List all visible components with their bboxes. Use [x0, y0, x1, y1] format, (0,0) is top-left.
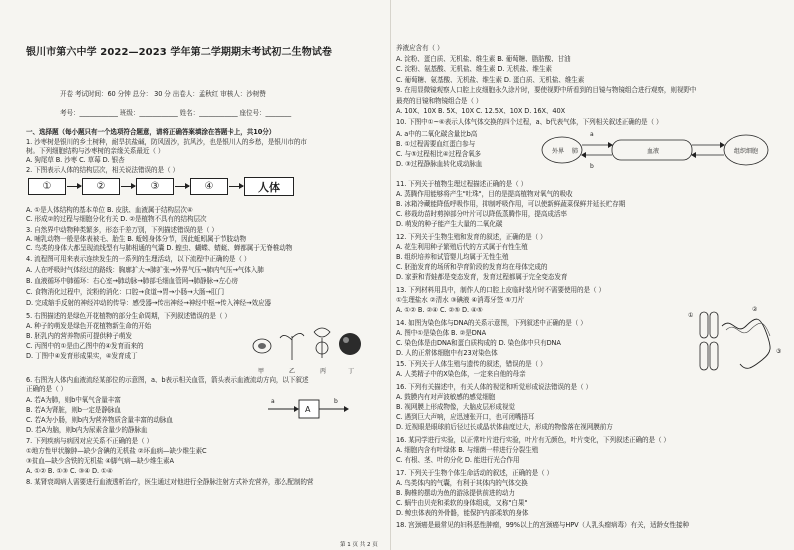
q-line: 16. 某同学进行实验，以正常叶片进行实验，叶片有无颜色，叶片变化，下列叙述正确的是（ ）	[396, 436, 670, 444]
flower-shape	[314, 328, 330, 358]
chromosome-arm	[700, 312, 708, 338]
q-line: B. 胸椎的摆动为鱼的游泳提供前进的动力	[396, 489, 515, 497]
q4-line: D. 完成缩手反射的神经冲动的传导：感受器→传出神经→神经中枢→传入神经→效应器	[26, 299, 271, 307]
q-line: A. ①② B. ②④ C. ②⑤ D. ④⑤	[396, 306, 483, 314]
vessel-a-label: a	[271, 398, 275, 405]
q-line: C. 遇到巨大声响，应迅速张开口，也可闭嘴捂耳	[396, 413, 535, 421]
student-info-line: 考号：____________ 班级：____________ 姓名：____________ 座位号：________	[60, 109, 292, 117]
q-line: A. a中的二氧化碳含量比b高	[396, 130, 478, 138]
chromosome-label: ②	[752, 306, 758, 313]
q-line: D. 近视眼是眼球前后径过长或晶状体曲度过大，形成的物像落在视网膜前方	[396, 423, 613, 431]
q-line: C. 移栽幼苗时剪掉部分叶片可以降低蒸腾作用，提高成活率	[396, 210, 567, 218]
q3-line: 3. 自然界中动物种类繁多，形态千差万别，下列描述错误的是（ ）	[26, 226, 218, 234]
embryo-shape	[258, 343, 266, 349]
q-line: 12. 下列关于生物生殖和发育的叙述，正确的是（ ）	[396, 233, 547, 241]
chromosome-arm	[710, 342, 718, 370]
hierarchy-box: ①	[28, 178, 66, 195]
q-line: D. 家蚕和青蛙都是变态发育，发育过程都属于完全变态发育	[396, 273, 568, 281]
page-footer: 第 1 页 共 2 页	[340, 542, 378, 548]
q-line: A. 花生利用种子繁殖后代的方式属于有性生殖	[396, 243, 528, 251]
arrow-icon	[121, 186, 135, 187]
q5-line: D. 丁图中④发育形成果实，④发育成丁	[26, 352, 138, 360]
arrow-icon	[229, 186, 243, 187]
q4-line: C. 食物消化过程中，淀粉的消化：口腔→食道→胃→小肠→大肠→肛门	[26, 288, 224, 296]
figure-label: 丁	[348, 368, 355, 375]
chromosome-dna-figure	[692, 306, 782, 376]
q2-stem: 2. 下图表示人体的结构层次，相关说法错误的是（ ）	[26, 166, 179, 174]
q-line: A. 图中①是染色体 B. ②是DNA	[396, 329, 486, 337]
q2-options: C. 形成②的过程与细胞分化有关 D. ②是植物不具有的结构层次	[26, 215, 207, 223]
q4-line: A. 人在呼吸时气体经过的路线：胸廓扩大→肺扩张→外界气压→肺内气压→气体入肺	[26, 266, 264, 274]
q-line: B. ①过程需要血红蛋白参与	[396, 140, 476, 148]
q2-hierarchy-figure	[28, 177, 294, 196]
figure-label: 甲	[258, 368, 265, 375]
q1-line: 树。下列细胞结构与沙枣树的亲缘关系最近（ ）	[26, 147, 165, 155]
section-heading: 一、选择题（每小题只有一个选项符合题意，请将正确答案填涂在答题卡上，共10分）	[26, 128, 276, 136]
q8-line: 8. 某肾衰竭病人需要进行血液透析治疗，医生通过对他进行全静脉注射方式补充营养，那么配制的营	[26, 478, 314, 486]
q-line: 10. 下图中①~⑥表示人体气体交换的四个过程，a、b代表气体，下列相关叙述正确的是（ ）	[396, 118, 663, 126]
q-line: A. 人类精子中的X染色体，一定来自他的母亲	[396, 370, 526, 378]
q2-options: A. ①是人体结构的基本单位 B. 皮肤、血液属于结构层次④	[26, 206, 193, 214]
q-line: 17. 下列关于生物个体生命活动的叙述，正确的是（ ）	[396, 469, 554, 477]
chromosome-arm	[710, 312, 718, 338]
gas-figure-label: a	[590, 131, 594, 138]
q1-options: A. 狗尾草 B. 沙枣 C. 草莓 D. 银杏	[26, 156, 125, 164]
gas-figure-label: 肺	[572, 148, 579, 155]
gas-figure-label: 血液	[647, 148, 660, 155]
arrow-icon	[344, 406, 349, 412]
q-line: 9. 在用显微镜观察人口腔上皮细胞永久涂片时，要使视野中所看到的目镜与物镜组合进行观察，则视野中	[396, 86, 697, 94]
exam-title: 银川市第六中学 2022—2023 学年第二学期期末考试初二生物试卷	[26, 47, 333, 58]
dna-coil	[722, 319, 770, 368]
hierarchy-box-human: 人体	[244, 177, 294, 196]
fruit-highlight	[343, 337, 349, 343]
hierarchy-box: ④	[190, 178, 228, 195]
q-line: 11. 下列关于植物生理过程描述正确的是（ ）	[396, 180, 528, 188]
q3-line: C. 鸟类的身体大都呈现流线型有与肺相通的气囊 D. 蝗虫、蝴蝶、蜻蜓、蝉都属于无脊椎动物	[26, 244, 293, 252]
hierarchy-box: ②	[82, 178, 120, 195]
q-line: A. 细胞内含有叶绿体 B. 与细菌一样进行分裂生殖	[396, 446, 539, 454]
q6-option: C. 若A为小肠，则b内为营养物质含量丰富的动脉血	[26, 416, 173, 424]
q-line: A. 蒸腾作用能够将产生"吐珠"，目的是提高植物对氧气的吸收	[396, 190, 573, 198]
figure-label: 乙	[289, 368, 296, 375]
q-line: 18. 宫颈癌是最常见的妇科恶性肿瘤，99%以上的宫颈癌与HPV（人乳头瘤病毒）有关，适龄女性接种	[396, 521, 689, 529]
q7-line: 7. 下列疾病与病因对应关系不正确的是（ ）	[26, 437, 153, 445]
organ-label: A	[305, 405, 311, 414]
q1-line: 1. 沙枣树是银川的乡土树种，耐旱抗盐碱，防风固沙，抗风沙，也是银川人的乡愁，是银川市的市	[26, 138, 307, 146]
q-line: D. 鲸虫体表的外骨骼，能保护内部柔软的身体	[396, 509, 529, 517]
arrow-icon	[175, 186, 189, 187]
chromosome-label: ③	[776, 348, 782, 355]
page-fold	[390, 0, 391, 550]
q-line: B. 冰箱冷藏能降低呼吸作用，抑制呼吸作用，可以使新鲜蔬菜保鲜并延长贮存期	[396, 200, 626, 208]
q6-line: 正确的是（ ）	[26, 385, 67, 393]
hierarchy-box: ③	[136, 178, 174, 195]
q4-line: 4. 流程图可用来表示连续发生的一系列的生理活动，以下流程中正确的是（ ）	[26, 255, 251, 263]
q-line: 14. 如图为染色体与DNA的关系示意图，下列叙述中正确的是（ ）	[396, 319, 587, 327]
q7-options: A. ①② B. ①③ C. ③④ D. ①④	[26, 467, 113, 475]
q5-line: B. 胚乳内的营养物质可提供种子萌发	[26, 332, 132, 340]
fruit-shape	[339, 333, 361, 355]
gas-figure-label: 组织细胞	[734, 148, 759, 155]
plant-lifecycle-figure	[250, 322, 368, 364]
gas-figure-label: 外界	[552, 148, 565, 155]
q-line: A. 淀粉、蛋白质、无机盐、维生素 B. 葡萄糖、脂肪酸、甘油	[396, 55, 571, 63]
q-line: 15. 下列关于人体生殖与遗传的叙述，错误的是（ ）	[396, 360, 547, 368]
q-line: D. 人的正常体细胞中有23对染色体	[396, 349, 498, 357]
q-line: D. 萌发的种子能产生大量的二氧化碳	[396, 220, 503, 228]
q4-line: B. 血液循环中肺循环：右心室→肺动脉→肺部毛细血管网→肺静脉→左心房	[26, 277, 238, 285]
q7-line: ③贫血—缺少含铁的无机盐 ④脚气病—缺少维生素A	[26, 457, 174, 465]
q-line: B. 视网膜上形成物像，大脑皮层形成视觉	[396, 403, 515, 411]
q6-option: A. 若A为肺，则b中氧气含量丰富	[26, 396, 121, 404]
q6-option: D. 若A为脑，则b内为尿素含量少的静脉血	[26, 426, 148, 434]
exam-meta: 开卷 考试时间：60 分钟 总分： 30 分 出卷人：孟秋红 审核人：沙树赞	[60, 90, 266, 98]
q-line: A. 鼓膜内有对声波敏感的感觉细胞	[396, 393, 496, 401]
q-line: C. 胚胎发育的场所和孕育阶段的发育均在母体完成的	[396, 263, 548, 271]
figure-label: 丙	[320, 368, 327, 375]
vessel-b-label: b	[334, 398, 338, 405]
q3-line: A. 哺乳动物一般是体表被毛、胎生 B. 蚯蚓身体分节，因此蚯蚓属于节肢动物	[26, 235, 247, 243]
q5-line: 5. 右图描述的是绿色开花植物的部分生命周期，下列叙述错误的是（ ）	[26, 312, 231, 320]
q-line: A. 鸟类体内的气囊，有利于其体内的气体交换	[396, 479, 528, 487]
arrow-icon	[294, 406, 299, 412]
q5-line: A. 种子的萌发是绿色开花植物新生命的开始	[26, 322, 152, 330]
chromosome-arm	[700, 342, 708, 370]
chromosome-label: ①	[688, 312, 694, 319]
q-line: 养液应含有（ ）	[396, 44, 444, 52]
q6-line: 6. 右图为人体内血液流经某部位的示意图，a、b表示相关血管，箭头表示血液流动方向，以下叙述	[26, 376, 309, 384]
arrow-icon	[67, 186, 81, 187]
q-line: C. 有根、茎、叶的分化 D. 能进行光合作用	[396, 456, 520, 464]
q-line: B. 组织培养和试管婴儿均属于无性生殖	[396, 253, 509, 261]
gas-figure-label: b	[590, 163, 594, 170]
q-line: C. 葡萄糖、氨基酸、无机盐、维生素 D. 蛋白质、无机盐、维生素	[396, 76, 585, 84]
q-line: 16. 下列有关描述中，有关人体的视觉和听觉形成说法错误的是（ ）	[396, 383, 593, 391]
q-line: ①生理盐水 ②清水 ③碘液 ④消毒牙签 ⑤刀片	[396, 296, 524, 304]
q-line: 最亮的目镜和物镜组合是（ ）	[396, 97, 483, 105]
q-line: C. 蜗牛由贝壳和柔软的身体组成，又称"白果"	[396, 499, 528, 507]
q-line: C. 与⑤过程相比④过程含氧多	[396, 150, 482, 158]
q6-option: B. 若A为肾脏，则b一定是静脉血	[26, 406, 121, 414]
q7-line: ①地方性甲状腺肿—缺少含碘的无机盐 ②坏血病—缺少维生素C	[26, 447, 207, 455]
q-line: C. 淀粉、氨基酸、无机盐、维生素 D. 无机盐、维生素	[396, 65, 552, 73]
q-line: D. ③过程静脉血转化成动脉血	[396, 160, 483, 168]
q-line: C. 染色体是由DNA和蛋白质构成的 D. 染色体中只有DNA	[396, 339, 561, 347]
q-line: 13. 下列材料用具中，制作人的口腔上皮临时装片时不需要使用的是（ ）	[396, 286, 605, 294]
q-line: A. 10X、10X B. 5X、10X C. 12.5X、10X D. 16X、40X	[396, 107, 565, 115]
q5-line: C. 丙图中的①是由乙图中的④发育而来的	[26, 342, 144, 350]
